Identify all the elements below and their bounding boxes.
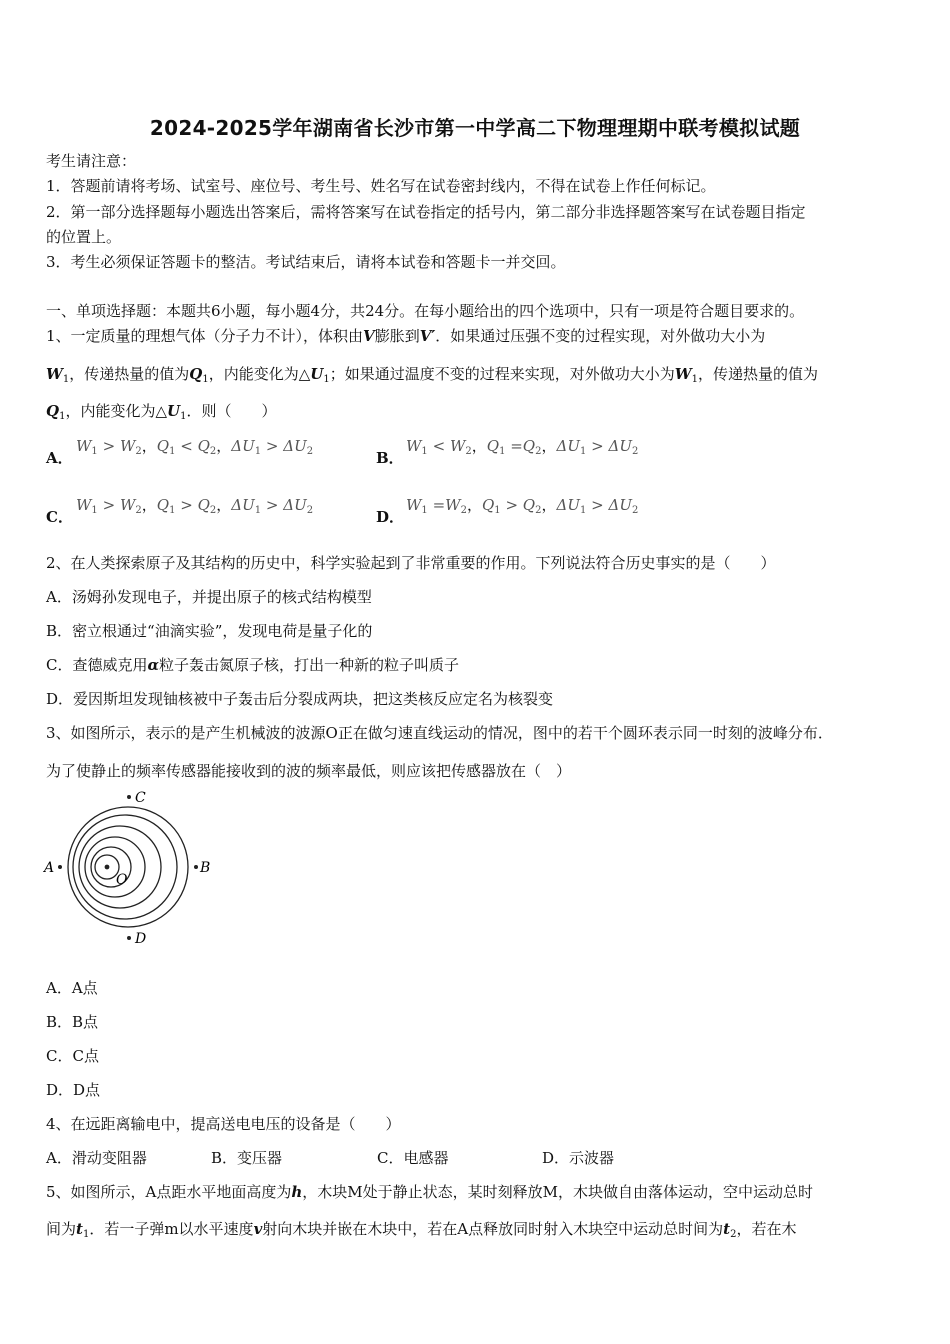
q3-option-c: C．C点 xyxy=(46,1047,99,1065)
q3-stem-2: 为了使静止的频率传感器能接收到的波的频率最低，则应该把传感器放在（ ） xyxy=(46,762,572,780)
q2-option-d: D．爱因斯坦发现铀核被中子轰击后分裂成两块，把这类核反应定名为核裂变 xyxy=(46,690,554,708)
q1-option-d: D． xyxy=(376,508,405,526)
q1-line-1: 1、一定质量的理想气体（分子力不计），体积由V膨胀到V′．如果通过压强不变的过程实现，对外做功大小为 xyxy=(46,327,766,345)
point-d-dot xyxy=(127,936,131,940)
q5-line-1: 5、如图所示，A点距水平地面高度为h，木块M处于静止状态，某时刻释放M，木块做自由落体运动，空中运动总时 xyxy=(46,1183,814,1201)
wave-ring-4 xyxy=(85,837,145,897)
q3-option-d: D．D点 xyxy=(46,1081,101,1099)
q3-option-a: A．A点 xyxy=(46,979,98,997)
q2-stem: 2、在人类探索原子及其结构的历史中，科学实验起到了非常重要的作用。下列说法符合历史事实的是（ ） xyxy=(46,554,776,572)
wave-circles-figure xyxy=(40,785,225,950)
q1-option-c-math: $W_1 > W_2$，$Q_1 > Q_2$，$\Delta U_1 > \Delta U_2$ xyxy=(76,496,314,516)
q4-option-b: B．变压器 xyxy=(211,1149,283,1167)
q1-option-a-math: $W_1 > W_2$，$Q_1 < Q_2$，$\Delta U_1 > \Delta U_2$ xyxy=(76,437,314,457)
q4-option-a: A．滑动变阻器 xyxy=(46,1149,147,1167)
notice-item-2: 2．第一部分选择题每小题选出答案后，需将答案写在试卷指定的括号内，第二部分非选择题答案写在试卷题目指定 xyxy=(46,203,806,221)
q1-option-b: B． xyxy=(376,449,404,467)
source-point-o xyxy=(105,865,110,870)
q1-line-2: $W_1$，传递热量的值为$Q_1$，内能变化为$\triangle U_1$；如果通过温度不变的过程来实现，对外做功大小为$W_1$，传递热量的值为 xyxy=(46,365,819,385)
notice-item-1: 1．答题前请将考场、试室号、座位号、考生号、姓名写在试卷密封线内，不得在试卷上作任何标记。 xyxy=(46,177,716,195)
wave-ring-1 xyxy=(68,807,188,927)
q3-option-b: B．B点 xyxy=(46,1013,99,1031)
q4-option-c: C．电感器 xyxy=(377,1149,449,1167)
point-a-dot xyxy=(58,865,62,869)
notice-item-3: 3．考生必须保证答题卡的整洁。考试结束后，请将本试卷和答题卡一并交回。 xyxy=(46,253,566,271)
point-b-dot xyxy=(194,865,198,869)
q2-option-c: C．查德威克用α粒子轰击氮原子核，打出一种新的粒子叫质子 xyxy=(46,656,460,674)
notice-item-2-cont: 的位置上。 xyxy=(46,228,122,246)
label-o: O xyxy=(116,872,128,888)
q1-option-a: A． xyxy=(46,449,73,467)
q1-line-3: $Q_1$，内能变化为$\triangle U_1$．则（ ） xyxy=(46,402,277,422)
q4-option-d: D．示波器 xyxy=(542,1149,615,1167)
q5-line-2: 间为$t_1$．若一子弹m以水平速度v射向木块并嵌在木块中，若在A点释放同时射入木块空中运动总时间为$t_2$，若在木 xyxy=(46,1220,797,1240)
notice-heading: 考生请注意： xyxy=(46,152,137,170)
q4-stem: 4、在远距离输电中，提高送电电压的设备是（ ） xyxy=(46,1115,401,1133)
label-c: C xyxy=(135,790,146,806)
point-c-dot xyxy=(127,795,131,799)
q2-option-b: B．密立根通过“油滴实验”，发现电荷是量子化的 xyxy=(46,622,373,640)
label-b: B xyxy=(200,860,211,876)
q1-option-d-math: $W_1 =W_2$，$Q_1 > Q_2$，$\Delta U_1 > \Delta U_2$ xyxy=(406,496,639,516)
page-title: 2024-2025学年湖南省长沙市第一中学高二下物理理期中联考模拟试题 xyxy=(149,116,801,140)
q1-option-b-math: $W_1 < W_2$，$Q_1 =Q_2$，$\Delta U_1 > \Delta U_2$ xyxy=(406,437,639,457)
q3-stem-1: 3、如图所示，表示的是产生机械波的波源O正在做匀速直线运动的情况，图中的若干个圆环表示同一时刻的波峰分布． xyxy=(46,724,833,742)
q2-option-a: A．汤姆孙发现电子，并提出原子的核式结构模型 xyxy=(46,588,372,606)
label-d: D xyxy=(135,931,147,947)
section-heading: 一、单项选择题：本题共6小题，每小题4分，共24分。在每小题给出的四个选项中，只有一项是符合题目要求的。 xyxy=(46,302,805,320)
label-a: A xyxy=(44,860,55,876)
q1-option-c: C． xyxy=(46,508,73,526)
